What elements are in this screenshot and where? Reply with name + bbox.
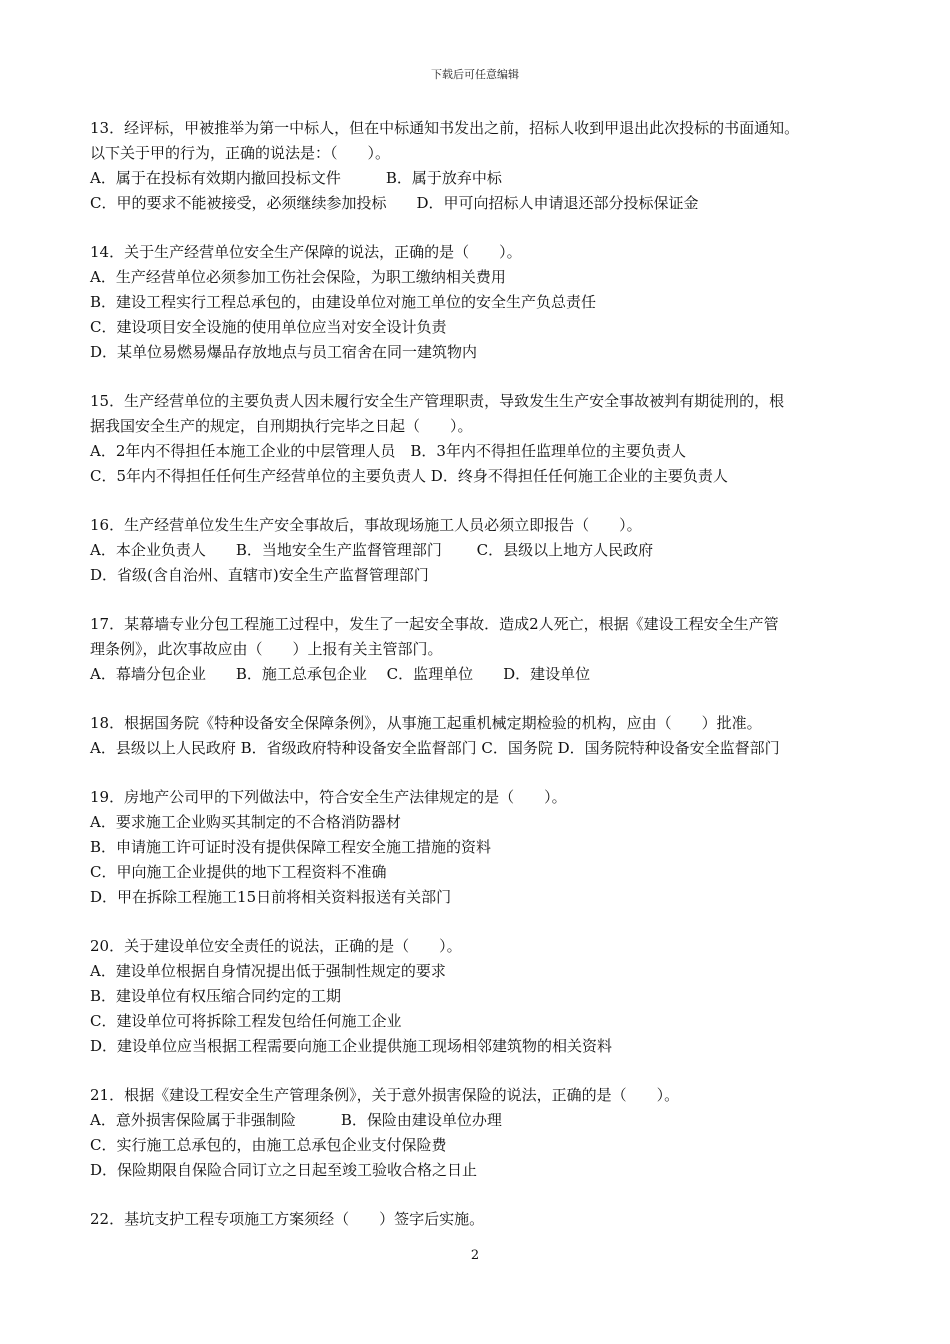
answer-option: A．建设单位根据自身情况提出低于强制性规定的要求 [90, 962, 446, 980]
question-16 [90, 513, 880, 588]
question-text: 20．关于建设单位安全责任的说法，正确的是（ ）。 [90, 937, 462, 955]
answer-options: A．2年内不得担任本施工企业的中层管理人员 B．3年内不得担任监理单位的主要负责人 [90, 442, 686, 460]
answer-option: B．建设工程实行工程总承包的，由建设单位对施工单位的安全生产负总责任 [90, 293, 597, 311]
question-text: 13．经评标，甲被推举为第一中标人，但在中标通知书发出之前，招标人收到甲退出此次投标的书面通知。 [90, 119, 800, 137]
answer-options: C．5年内不得担任任何生产经营单位的主要负责人 D．终身不得担任任何施工企业的主要负责人 [90, 467, 728, 485]
answer-options: C．甲的要求不能被接受，必须继续参加投标 D．甲可向招标人申请退还部分投标保证金 [90, 194, 699, 212]
answer-options: A．属于在投标有效期内撤回投标文件 B．属于放弃中标 [90, 169, 502, 187]
question-text: 21．根据《建设工程安全生产管理条例》，关于意外损害保险的说法，正确的是（ ）。 [90, 1086, 680, 1104]
question-list [90, 116, 880, 1256]
answer-option: D．某单位易燃易爆品存放地点与员工宿舍在同一建筑物内 [90, 343, 478, 361]
answer-option: C．建设项目安全设施的使用单位应当对安全设计负责 [90, 318, 447, 336]
answer-option: D．甲在拆除工程施工15日前将相关资料报送有关部门 [90, 888, 452, 906]
question-text: 以下关于甲的行为，正确的说法是：（ ）。 [90, 144, 391, 162]
answer-option: D．保险期限自保险合同订立之日起至竣工验收合格之日止 [90, 1161, 478, 1179]
question-15 [90, 389, 880, 489]
answer-option: C．甲向施工企业提供的地下工程资料不准确 [90, 863, 387, 881]
question-22 [90, 1207, 880, 1232]
answer-option: D．建设单位应当根据工程需要向施工企业提供施工现场相邻建筑物的相关资料 [90, 1037, 613, 1055]
answer-options: A．本企业负责人 B．当地安全生产监督管理部门 C．县级以上地方人民政府 [90, 541, 654, 559]
answer-option: C．建设单位可将拆除工程发包给任何施工企业 [90, 1012, 402, 1030]
question-text: 17．某幕墙专业分包工程施工过程中，发生了一起安全事故．造成2人死亡，根据《建设工程安全生产管 [90, 615, 779, 633]
question-21 [90, 1083, 880, 1183]
question-text: 15．生产经营单位的主要负责人因未履行安全生产管理职责，导致发生生产安全事故被判有期徒刑的，根 [90, 392, 785, 410]
question-text: 19．房地产公司甲的下列做法中，符合安全生产法律规定的是（ ）。 [90, 788, 567, 806]
question-13 [90, 116, 880, 216]
question-18 [90, 711, 880, 761]
page-header: 下载后可任意编辑 [431, 68, 519, 81]
question-text: 16．生产经营单位发生生产安全事故后，事故现场施工人员必须立即报告（ ）。 [90, 516, 642, 534]
answer-option: B．建设单位有权压缩合同约定的工期 [90, 987, 342, 1005]
question-19 [90, 785, 880, 910]
answer-option: A．生产经营单位必须参加工伤社会保险，为职工缴纳相关费用 [90, 268, 506, 286]
question-17 [90, 612, 880, 687]
answer-options: A．县级以上人民政府 B．省级政府特种设备安全监督部门 C．国务院 D．国务院特种设备安全监督部门 [90, 739, 780, 757]
page-number: 2 [470, 1248, 480, 1263]
answer-option: A．要求施工企业购买其制定的不合格消防器材 [90, 813, 401, 831]
question-text: 22．基坑支护工程专项施工方案须经（ ）签字后实施。 [90, 1210, 485, 1228]
question-14 [90, 240, 880, 365]
question-text: 18．根据国务院《特种设备安全保障条例》，从事施工起重机械定期检验的机构，应由（ ）批准。 [90, 714, 762, 732]
question-text: 14．关于生产经营单位安全生产保障的说法，正确的是（ ）。 [90, 243, 522, 261]
answer-options: A．意外损害保险属于非强制险 B．保险由建设单位办理 [90, 1111, 502, 1129]
answer-option: C．实行施工总承包的，由施工总承包企业支付保险费 [90, 1136, 447, 1154]
question-text: 理条例》，此次事故应由（ ）上报有关主管部门。 [90, 640, 443, 658]
answer-option: B．申请施工许可证时没有提供保障工程安全施工措施的资料 [90, 838, 492, 856]
answer-options: A．幕墙分包企业 B．施工总承包企业 C．监理单位 D．建设单位 [90, 665, 591, 683]
answer-option: D．省级(含自治州、直辖市)安全生产监督管理部门 [90, 566, 429, 584]
question-20 [90, 934, 880, 1059]
question-text: 据我国安全生产的规定，自刑期执行完毕之日起（ ）。 [90, 417, 473, 435]
